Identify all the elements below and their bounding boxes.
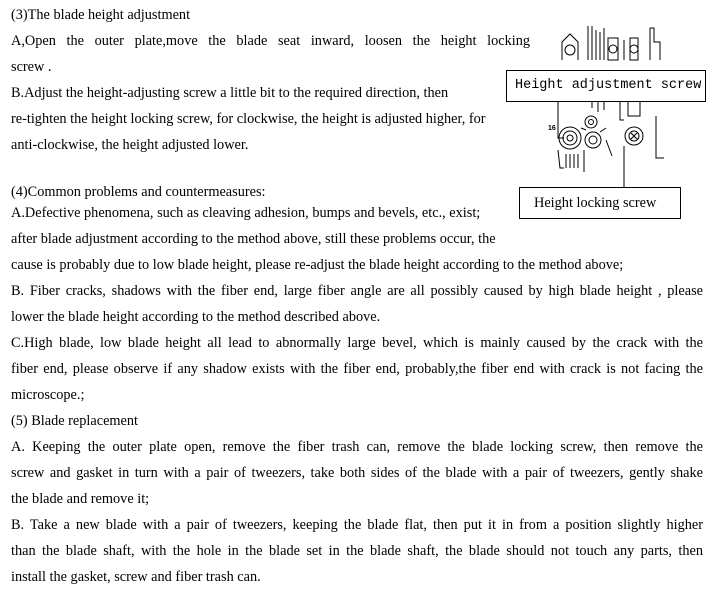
diagram-number: 16	[548, 125, 556, 132]
section4-c-line1: C.High blade, low blade height all lead to abnormally large bevel, which is mainly caused by the crack with the	[11, 335, 703, 351]
section5-b-line3: install the gasket, screw and fiber trash can.	[11, 569, 261, 585]
section4-b-line2: lower the blade height according to the method described above.	[11, 309, 381, 325]
section5-a-line1: A. Keeping the outer plate open, remove the fiber trash can, remove the blade locking screw, then remove the	[11, 439, 703, 455]
section3-a-line2: screw .	[11, 59, 52, 75]
blade-height-diagram	[500, 20, 723, 230]
section3-b-line2: re-tighten the height locking screw, for clockwise, the height is adjusted higher, for	[11, 111, 486, 127]
height-adjustment-screw-label: Height adjustment screw	[506, 70, 706, 102]
section3-b-line1: B.Adjust the height-adjusting screw a little bit to the required direction, then	[11, 85, 449, 101]
section4-c-line2: fiber end, please observe if any shadow exists with the fiber end, probably,the fiber end with crack is not facing the	[11, 361, 703, 377]
section3-heading: (3)The blade height adjustment	[11, 7, 191, 23]
section5-a-line2: screw and gasket in turn with a pair of tweezers, take both sides of the blade with a pair of tweezers, gently shake	[11, 465, 703, 481]
section4-c-line3: microscope.;	[11, 387, 85, 403]
section4-b-line1: B. Fiber cracks, shadows with the fiber end, large fiber angle are all possibly caused by high blade height , please	[11, 283, 703, 299]
section3-b-line3: anti-clockwise, the height adjusted lower.	[11, 137, 249, 153]
section4-a-line1: A.Defective phenomena, such as cleaving adhesion, bumps and bevels, etc., exist;	[11, 205, 481, 221]
section5-b-line1: B. Take a new blade with a pair of tweezers, keeping the blade flat, then put it in from a position slightly higher	[11, 517, 703, 533]
section3-a-line1: A,Open the outer plate,move the blade seat inward, loosen the height locking	[11, 33, 530, 49]
section4-heading: (4)Common problems and countermeasures:	[11, 184, 266, 200]
section4-a-line2: after blade adjustment according to the method above, still these problems occur, the	[11, 231, 496, 247]
height-locking-screw-label: Height locking screw	[519, 187, 681, 219]
section4-a-line3: cause is probably due to low blade height, please re-adjust the blade height according to the method above;	[11, 257, 624, 273]
section5-a-line3: the blade and remove it;	[11, 491, 150, 507]
section5-b-line2: than the blade shaft, with the hole in the blade set in the blade shaft, the blade should not touch any parts, then	[11, 543, 703, 559]
section5-heading: (5) Blade replacement	[11, 413, 139, 429]
